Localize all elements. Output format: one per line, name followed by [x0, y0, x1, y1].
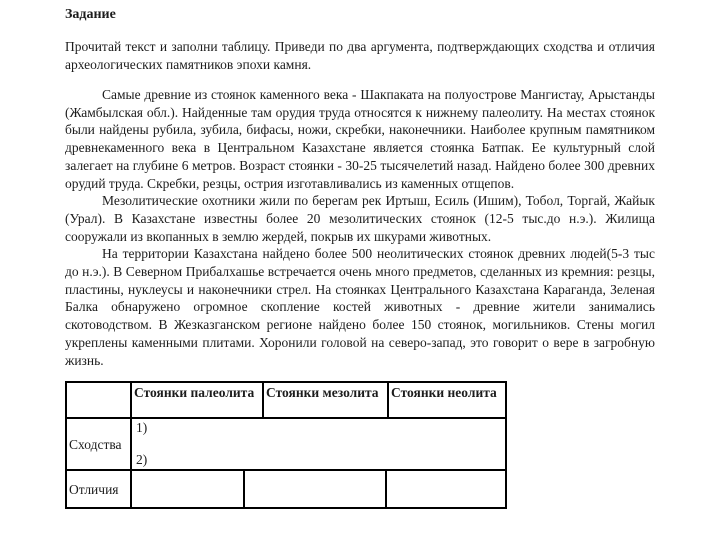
table-corner-cell: [67, 383, 132, 417]
task-instruction: Прочитай текст и заполни таблицу. Приведи по два аргумента, подтверждающих сходства и отличия археологических памятников эпохи камня.: [65, 39, 655, 72]
similarities-row: [67, 419, 505, 471]
comparison-table: [65, 381, 507, 509]
text-body: [65, 86, 655, 369]
paragraph-mesolithic: Мезолитические охотники жили по берегам рек Иртыш, Есиль (Ишим), Тобол, Торгай, Жайык (Урал). В Казахстане известны более 20 мезолитических стоянок (12-5 тыс.до н.э.). Жилища сооружали из вкопанных в землю жердей, покрыв их шкурами животных.: [65, 193, 655, 244]
paragraph-neolithic: На территории Казахстана найдено более 500 неолитических стоянок древних людей(5-3 тыс до н.э.). В Северном Прибалхашье встречается очень много предметов, сделанных из кремния: резцы, пластины, нуклеусы и наконечники стрел. На стоянках Центрального Казахстана Караганда, Зеленая Балка обнаружено огромное скопление костей животных - древние жители занимались скотоводством. В Жезказганском регионе найдено более 150 стоянок, могильников. Стены могил укреплены каменными плитами. Хоронили головой на северо-запад, это говорит о вере в загробную жизнь.: [65, 246, 655, 368]
differences-answer-cell-paleolithic[interactable]: [132, 471, 245, 507]
differences-answer-cell-mesolithic[interactable]: [245, 471, 387, 507]
column-header-mesolithic-sites: Стоянки мезолита: [264, 383, 389, 417]
paragraph-paleolithic: Самые древние из стоянок каменного века - Шакпаката на полуострове Мангистау, Арыстанды (Жамбылская обл.). Найденные там орудия труда относятся к нижнему палеолиту. На местах стоянок были найдены рубила, зубила, бифасы, ножи, скребки, наконечники. Наиболее крупным памятником древнекаменного века в Центральном Казахстане является стоянка Батпак. Ее культурный слой залегает на глубине 6 метров. Возраст стоянки - 30-25 тысячелетий назад. Найдено более 300 древних орудий труда. Скребки, резцы, острия изготавливались из каменных отщепов.: [65, 87, 655, 191]
page-title: Задание: [65, 7, 116, 22]
differences-row: [67, 471, 505, 507]
table-header-row: [67, 383, 505, 419]
similarity-item-1: 1): [136, 420, 148, 436]
row-label-similarities: Сходства: [67, 419, 132, 469]
differences-answer-cell-neolithic[interactable]: [387, 471, 505, 507]
column-header-neolithic-sites: Стоянки неолита: [391, 385, 497, 401]
row-label-differences: Отличия: [67, 471, 132, 507]
column-header-paleolithic-sites: Стоянки палеолита: [132, 383, 264, 417]
similarities-answer-cell[interactable]: [132, 419, 505, 469]
similarity-item-2: 2): [136, 452, 148, 468]
